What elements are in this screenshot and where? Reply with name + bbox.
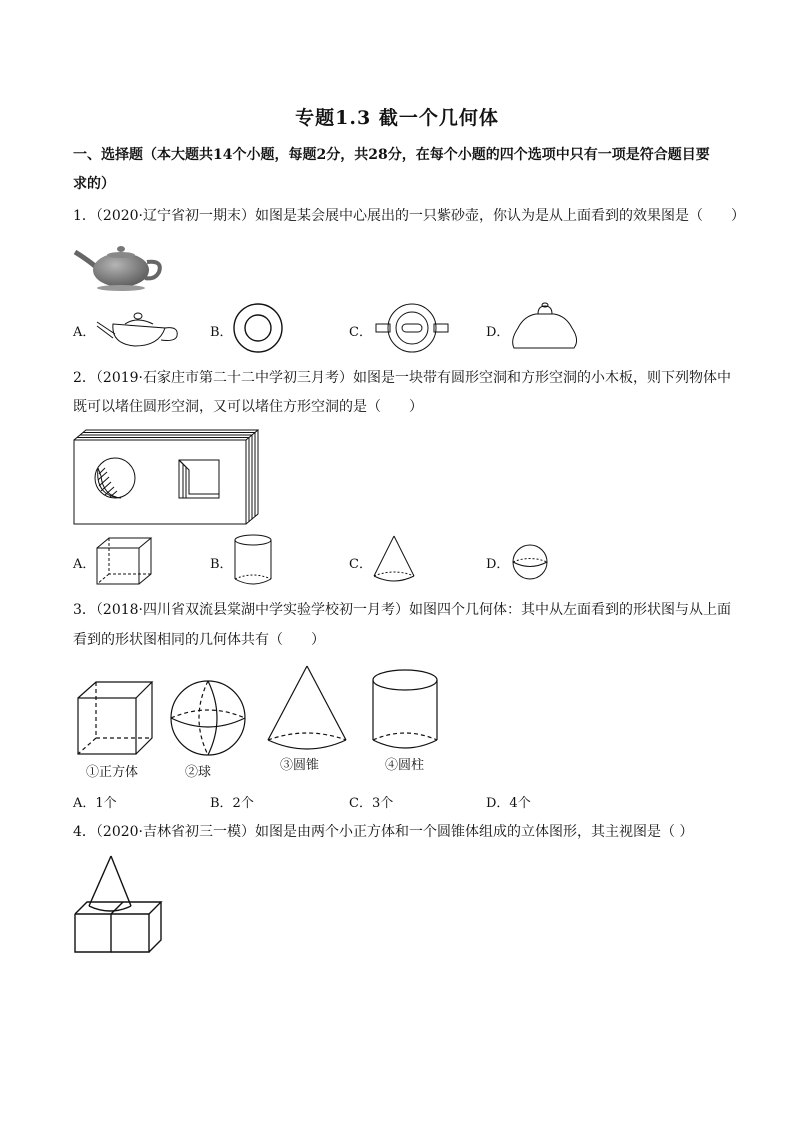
q1-option-b-label: B． <box>210 325 233 340</box>
q3-cube-figure <box>76 680 156 760</box>
q1-option-a-label: A． <box>73 325 96 340</box>
question-2-line1: 2．（2019·石家庄市第二十二中学初三月考）如图是一块带有圆形空洞和方形空洞的小木板，则下列物体中 <box>73 370 731 386</box>
q1-option-a-figure <box>95 304 181 354</box>
q2-option-c-cone <box>371 534 417 588</box>
q2-option-a-cube <box>95 536 153 590</box>
page-title: 专题1.3 截一个几何体 <box>295 107 499 129</box>
q3-caption-sphere: ②球 <box>185 765 212 780</box>
q3-option-d: D．4个 <box>486 796 531 811</box>
q4-cubes-cone-figure <box>73 854 165 958</box>
section-heading-line1: 一、选择题（本大题共14个小题，每题2分，共28分，在每个小题的四个选项中只有一项是符合题目要 <box>73 147 710 163</box>
question-2-line2: 既可以堵住圆形空洞，又可以堵住方形空洞的是（ ） <box>73 399 423 415</box>
q3-caption-cylinder: ④圆柱 <box>385 758 425 773</box>
q3-caption-cone: ③圆锥 <box>280 758 320 773</box>
question-3-line1: 3．（2018·四川省双流县棠湖中学实验学校初一月考）如图四个几何体：其中从左面看到的形状图与从上面 <box>73 602 731 618</box>
q2-option-b-cylinder <box>233 534 273 590</box>
q2-option-d-label: D． <box>486 557 510 572</box>
section-heading-line2: 求的） <box>73 176 115 192</box>
wooden-board-figure <box>73 428 263 532</box>
q3-cone-figure <box>265 664 349 756</box>
q1-option-c-label: C． <box>349 325 372 340</box>
q1-option-d-label: D． <box>486 325 510 340</box>
q2-option-a-label: A． <box>73 557 96 572</box>
q3-sphere-figure <box>168 678 248 762</box>
q1-option-c-figure <box>372 300 452 360</box>
question-1-text: 1．（2020·辽宁省初一期末）如图是某会展中心展出的一只紫砂壶，你认为是从上面看到的效果图是（ ） <box>73 208 745 224</box>
q3-option-c: C．3个 <box>349 796 394 811</box>
q3-option-b: B．2个 <box>210 796 254 811</box>
q2-option-c-label: C． <box>349 557 372 572</box>
q3-caption-cube: ①正方体 <box>86 765 139 780</box>
q2-option-d-sphere <box>509 543 551 585</box>
q3-cylinder-figure <box>371 668 441 758</box>
question-3-line2: 看到的形状图相同的几何体共有（ ） <box>73 632 325 648</box>
q2-option-b-label: B． <box>210 557 233 572</box>
question-4-text: 4．（2020·吉林省初三一模）如图是由两个小正方体和一个圆锥体组成的立体图形，其主视图是（ ） <box>73 824 694 840</box>
teapot-photo <box>73 236 165 296</box>
q1-option-d-figure <box>510 300 580 356</box>
q3-option-a: A．1个 <box>73 796 117 811</box>
q1-option-b-figure <box>232 302 284 358</box>
